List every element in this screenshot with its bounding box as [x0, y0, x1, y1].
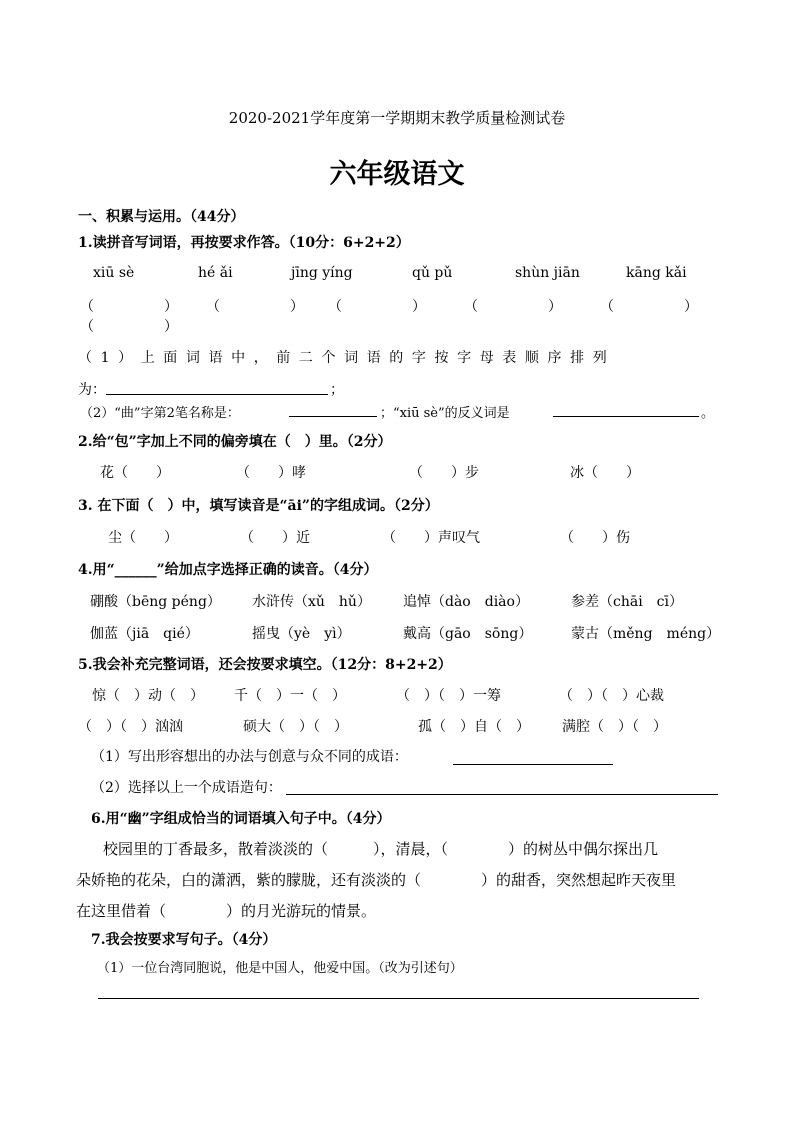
q3-item-1[interactable]: 尘（ ）: [108, 530, 178, 546]
q5-row2-item-4[interactable]: 满腔（ ）（ ）: [562, 719, 667, 735]
q1-answer-bracket-3[interactable]: （ ）: [328, 299, 426, 315]
q5-row2-item-1[interactable]: （ ）（ ）汹汹: [78, 719, 183, 735]
q1-sub1-label: 为：: [78, 382, 106, 398]
q1-heading: 1.读拼音写词语，再按要求作答。（10分：6+2+2）: [78, 235, 410, 251]
q1-sub1-end: ；: [330, 382, 344, 398]
q1-sub2-stroke-answer-line[interactable]: [289, 416, 377, 417]
q1-pinyin-1: xiū sè: [93, 265, 135, 281]
q2-item-4[interactable]: 冰（ ）: [570, 465, 640, 481]
q1-answer-bracket-4[interactable]: （ ）: [464, 299, 562, 315]
q4-row2-item-2[interactable]: 摇曳（yè yì）: [252, 626, 351, 642]
q5-sub1-text: （1）写出形容想出的办法与创意与众不同的成语：: [91, 749, 408, 765]
part1-heading: 一、积累与运用。（44分）: [78, 209, 245, 225]
q1-sub2-antonym-answer-line[interactable]: [553, 416, 699, 417]
q1-pinyin-6: kāng kǎi: [626, 265, 687, 281]
q3-heading: 3. 在下面（ ）中，填写读音是“āi”的字组成词。（2分）: [78, 498, 439, 514]
q6-passage-line-2: 朵娇艳的花朵，白的潇洒，紫的朦胧，还有淡淡的（ ）的甜香，突然想起昨天夜里: [76, 871, 677, 889]
q7-sub1-text: （1）一位台湾同胞说，他是中国人，他爱中国。（改为引述句）: [97, 961, 463, 976]
q1-answer-bracket-1[interactable]: （ ）: [80, 299, 178, 315]
q5-row2-item-2[interactable]: 硕大（ ）（ ）: [243, 719, 348, 735]
q3-item-2[interactable]: （ ）近: [240, 530, 310, 546]
q1-sub2-antonym-label: ；“xiū sè”的反义词是: [380, 406, 510, 421]
q1-answer-bracket-2[interactable]: （ ）: [206, 299, 304, 315]
q7-heading: 7.我会按要求写句子。（4分）: [91, 932, 277, 948]
q5-sub1-answer-line[interactable]: [453, 764, 613, 765]
exam-title: 2020-2021学年度第一学期期末教学质量检测试卷: [228, 109, 566, 127]
q5-row1-item-2[interactable]: 千（ ）一（ ）: [234, 688, 346, 704]
q1-sub1-answer-line[interactable]: [106, 394, 328, 395]
q4-row2-item-1[interactable]: 伽蓝（jiā qié）: [90, 626, 199, 642]
q4-row1-item-1[interactable]: 硼酸（bēng péng）: [90, 594, 221, 610]
exam-subject-title: 六年级语文: [329, 159, 465, 190]
q4-row1-item-2[interactable]: 水浒传（xǔ hǔ）: [252, 594, 371, 610]
q3-item-3[interactable]: （ ）声叹气: [382, 530, 480, 546]
q1-pinyin-2: hé ǎi: [198, 265, 233, 281]
q3-item-4[interactable]: （ ）伤: [560, 530, 630, 546]
q1-answer-bracket-6[interactable]: （ ）: [80, 319, 178, 335]
q5-row1-item-1[interactable]: 惊（ ）动（ ）: [92, 688, 204, 704]
q5-row1-item-3[interactable]: （ ）（ ）一筹: [396, 688, 501, 704]
q6-passage-line-3: 在这里借着（ ）的月光游玩的情景。: [76, 902, 377, 920]
q4-heading: 4.用“______”给加点字选择正确的读音。（4分）: [78, 562, 378, 578]
q4-row2-item-3[interactable]: 戴高（gāo sōng）: [403, 626, 533, 642]
q5-row2-item-3[interactable]: 孤（ ）自（ ）: [418, 719, 530, 735]
q5-sub2-text: （2）选择以上一个成语造句：: [91, 780, 282, 796]
q2-item-1[interactable]: 花（ ）: [100, 465, 170, 481]
q6-passage-line-1: 校园里的丁香最多，散着淡淡的（ ），清晨，（ ）的树丛中偶尔探出几: [103, 840, 659, 858]
q1-pinyin-4: qǔ pǔ: [412, 265, 453, 281]
q2-item-2[interactable]: （ ）哮: [236, 465, 306, 481]
q2-item-3[interactable]: （ ）步: [409, 465, 479, 481]
q2-heading: 2.给“包”字加上不同的偏旁填在（ ）里。（2分）: [78, 434, 392, 450]
q1-sub2-text: （2）“曲”字第2笔名称是：: [80, 406, 240, 421]
q5-row1-item-4[interactable]: （ ）（ ）心裁: [559, 688, 664, 704]
q1-sub2-end: 。: [701, 406, 715, 421]
q7-sub1-answer-line[interactable]: [98, 998, 699, 999]
q4-row1-item-3[interactable]: 追悼（dào diào）: [403, 594, 529, 610]
q1-pinyin-5: shùn jiān: [515, 265, 580, 281]
q4-row1-item-4[interactable]: 参差（chāi cī）: [571, 594, 683, 610]
q5-sub2-answer-line[interactable]: [286, 794, 718, 795]
q6-heading: 6.用“幽”字组成恰当的词语填入句子中。（4分）: [91, 811, 391, 827]
q4-row2-item-4[interactable]: 蒙古（měng méng）: [571, 626, 721, 642]
q1-pinyin-3: jīng yíng: [291, 265, 353, 281]
q5-heading: 5.我会补充完整词语，还会按要求填空。（12分：8+2+2）: [78, 657, 452, 673]
q1-answer-bracket-5[interactable]: （ ）: [600, 299, 698, 315]
q1-sub1-text: （1）上面词语中，前二个词语的字按字母表顺序排列: [78, 350, 616, 366]
